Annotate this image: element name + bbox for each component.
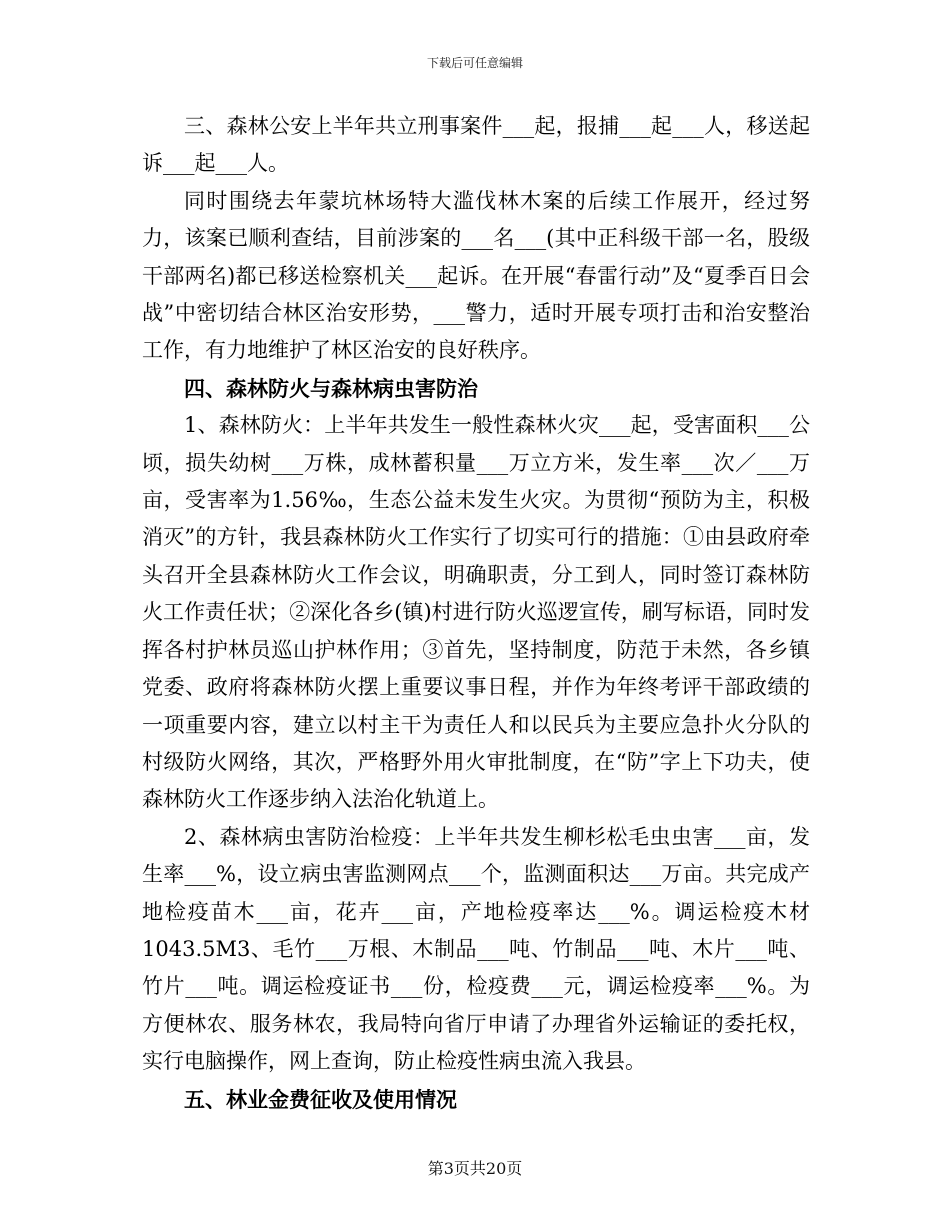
page-header: 下载后可任意编辑 [426, 56, 523, 70]
paragraph-pest-control: 2、森林病虫害防治检疫：上半年共发生柳杉松毛虫虫害___亩，发生率___%，设立病虫害监测网点___个，监测面积达___万亩。共完成产地检疫苗木___亩，花卉___亩，产地检疫率达___%。调运检疫木材1043.5M3、毛竹___万根、木制品___吨、竹制品___吨、木片___吨、竹片___吨。调运检疫证书___份，检疫费___元，调运检疫率___%。为方便林农、服务林农，我局特向省厅申请了办理省外运输证的委托权，实行电脑操作，网上查询，防止检疫性病虫流入我县。 [142, 824, 810, 1074]
paragraph-fire-prevention: 1、森林防火：上半年共发生一般性森林火灾___起，受害面积___公顷，损失幼树___万株，成林蓄积量___万立方米，发生率___次／___万亩，受害率为1.56‰，生态公益未发生火灾。为贯彻“预防为主，积极消灭”的方针，我县森林防火工作实行了切实可行的措施：①由县政府牵头召开全县森林防火工作会议，明确职责，分工到人，同时签订森林防火工作责任状；②深化各乡(镇)村进行防火巡逻宣传，刷写标语，同时发挥各村护林员巡山护林作用；③首先，坚持制度，防范于未然，各乡镇党委、政府将森林防火摆上重要议事日程，并作为年终考评干部政绩的一项重要内容，建立以村主干为责任人和以民兵为主要应急扑火分队的村级防火网络，其次，严格野外用火审批制度，在“防”字上下功夫，使森林防火工作逐步纳入法治化轨道上。 [142, 413, 810, 812]
document-body [142, 108, 810, 1118]
paragraph-section-3: 三、森林公安上半年共立刑事案件___起，报捕___起___人，移送起诉___起___人。 [142, 114, 810, 176]
heading-section-4: 四、森林防火与森林病虫害防治 [184, 375, 478, 401]
paragraph-case-followup: 同时围绕去年蒙坑林场特大滥伐林木案的后续工作展开，经过努力，该案已顺利查结，目前涉案的___名___(其中正科级干部一名，股级干部两名)都已移送检察机关___起诉。在开展“春雷行动”及“夏季百日会战”中密切结合林区治安形势，___警力，适时开展专项打击和治安整治工作，有力地维护了林区治安的良好秩序。 [142, 188, 810, 363]
heading-section-5: 五、林业金费征收及使用情况 [184, 1086, 457, 1112]
page-footer: 第3页共20页 [427, 1159, 523, 1178]
